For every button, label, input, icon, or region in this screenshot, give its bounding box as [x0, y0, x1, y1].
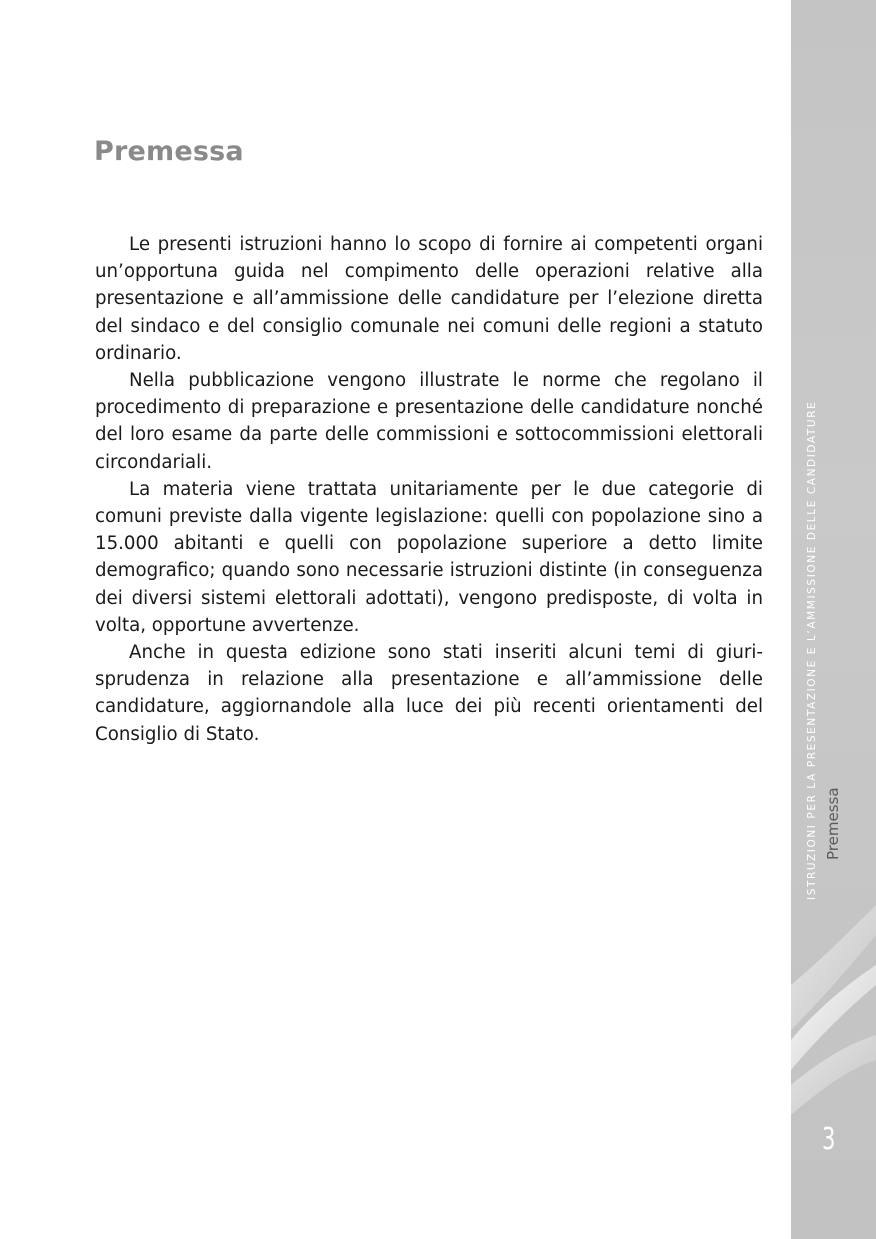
- paragraph-3: La materia viene trattata unitariamente per le due categorie di comuni previste dalla vigente legislazione: quelli con popolazione sino a 15.000 abitanti e quelli con popolazione superiore a detto limite demografico; quando sono necessarie istruzioni distinte (in conseguenza dei diversi sistemi elettorali adottati), vengono predisposte, di volta in volta, opportune avvertenze.: [95, 478, 763, 636]
- body-text: [95, 231, 763, 748]
- paragraph-4: Anche in questa edizione sono stati inseriti alcuni temi di giurisprudenza in relazione alla presentazione e all’ammissione delle candidature, aggiornandole alla luce dei più recenti orientamenti del Consiglio di Stato.: [95, 642, 763, 745]
- page-title: Premessa: [94, 136, 244, 167]
- paragraph-1: Le presenti istruzioni hanno lo scopo di fornire ai competenti organi un’opportuna guida nel compimento delle operazioni relative alla presentazione e all’ammissione delle candidature per l’elezione diretta del sindaco e del consiglio comunale nei comuni delle regioni a statuto ordinario.: [95, 234, 763, 364]
- publication-title: ISTRUZIONI PER LA PRESENTAZIONE E L’AMMISSIONE DELLE CANDIDATURE: [806, 400, 818, 900]
- section-name: Premessa: [824, 787, 842, 860]
- side-running-head: [806, 400, 850, 900]
- page-number: 3: [822, 1122, 836, 1157]
- paragraph-2: Nella pubblicazione vengono illustrate le norme che regolano il procedimento di preparazione e presentazione delle candidature nonché del loro esame da parte delle commissioni e sottocommissioni elettorali circondariali.: [95, 370, 763, 473]
